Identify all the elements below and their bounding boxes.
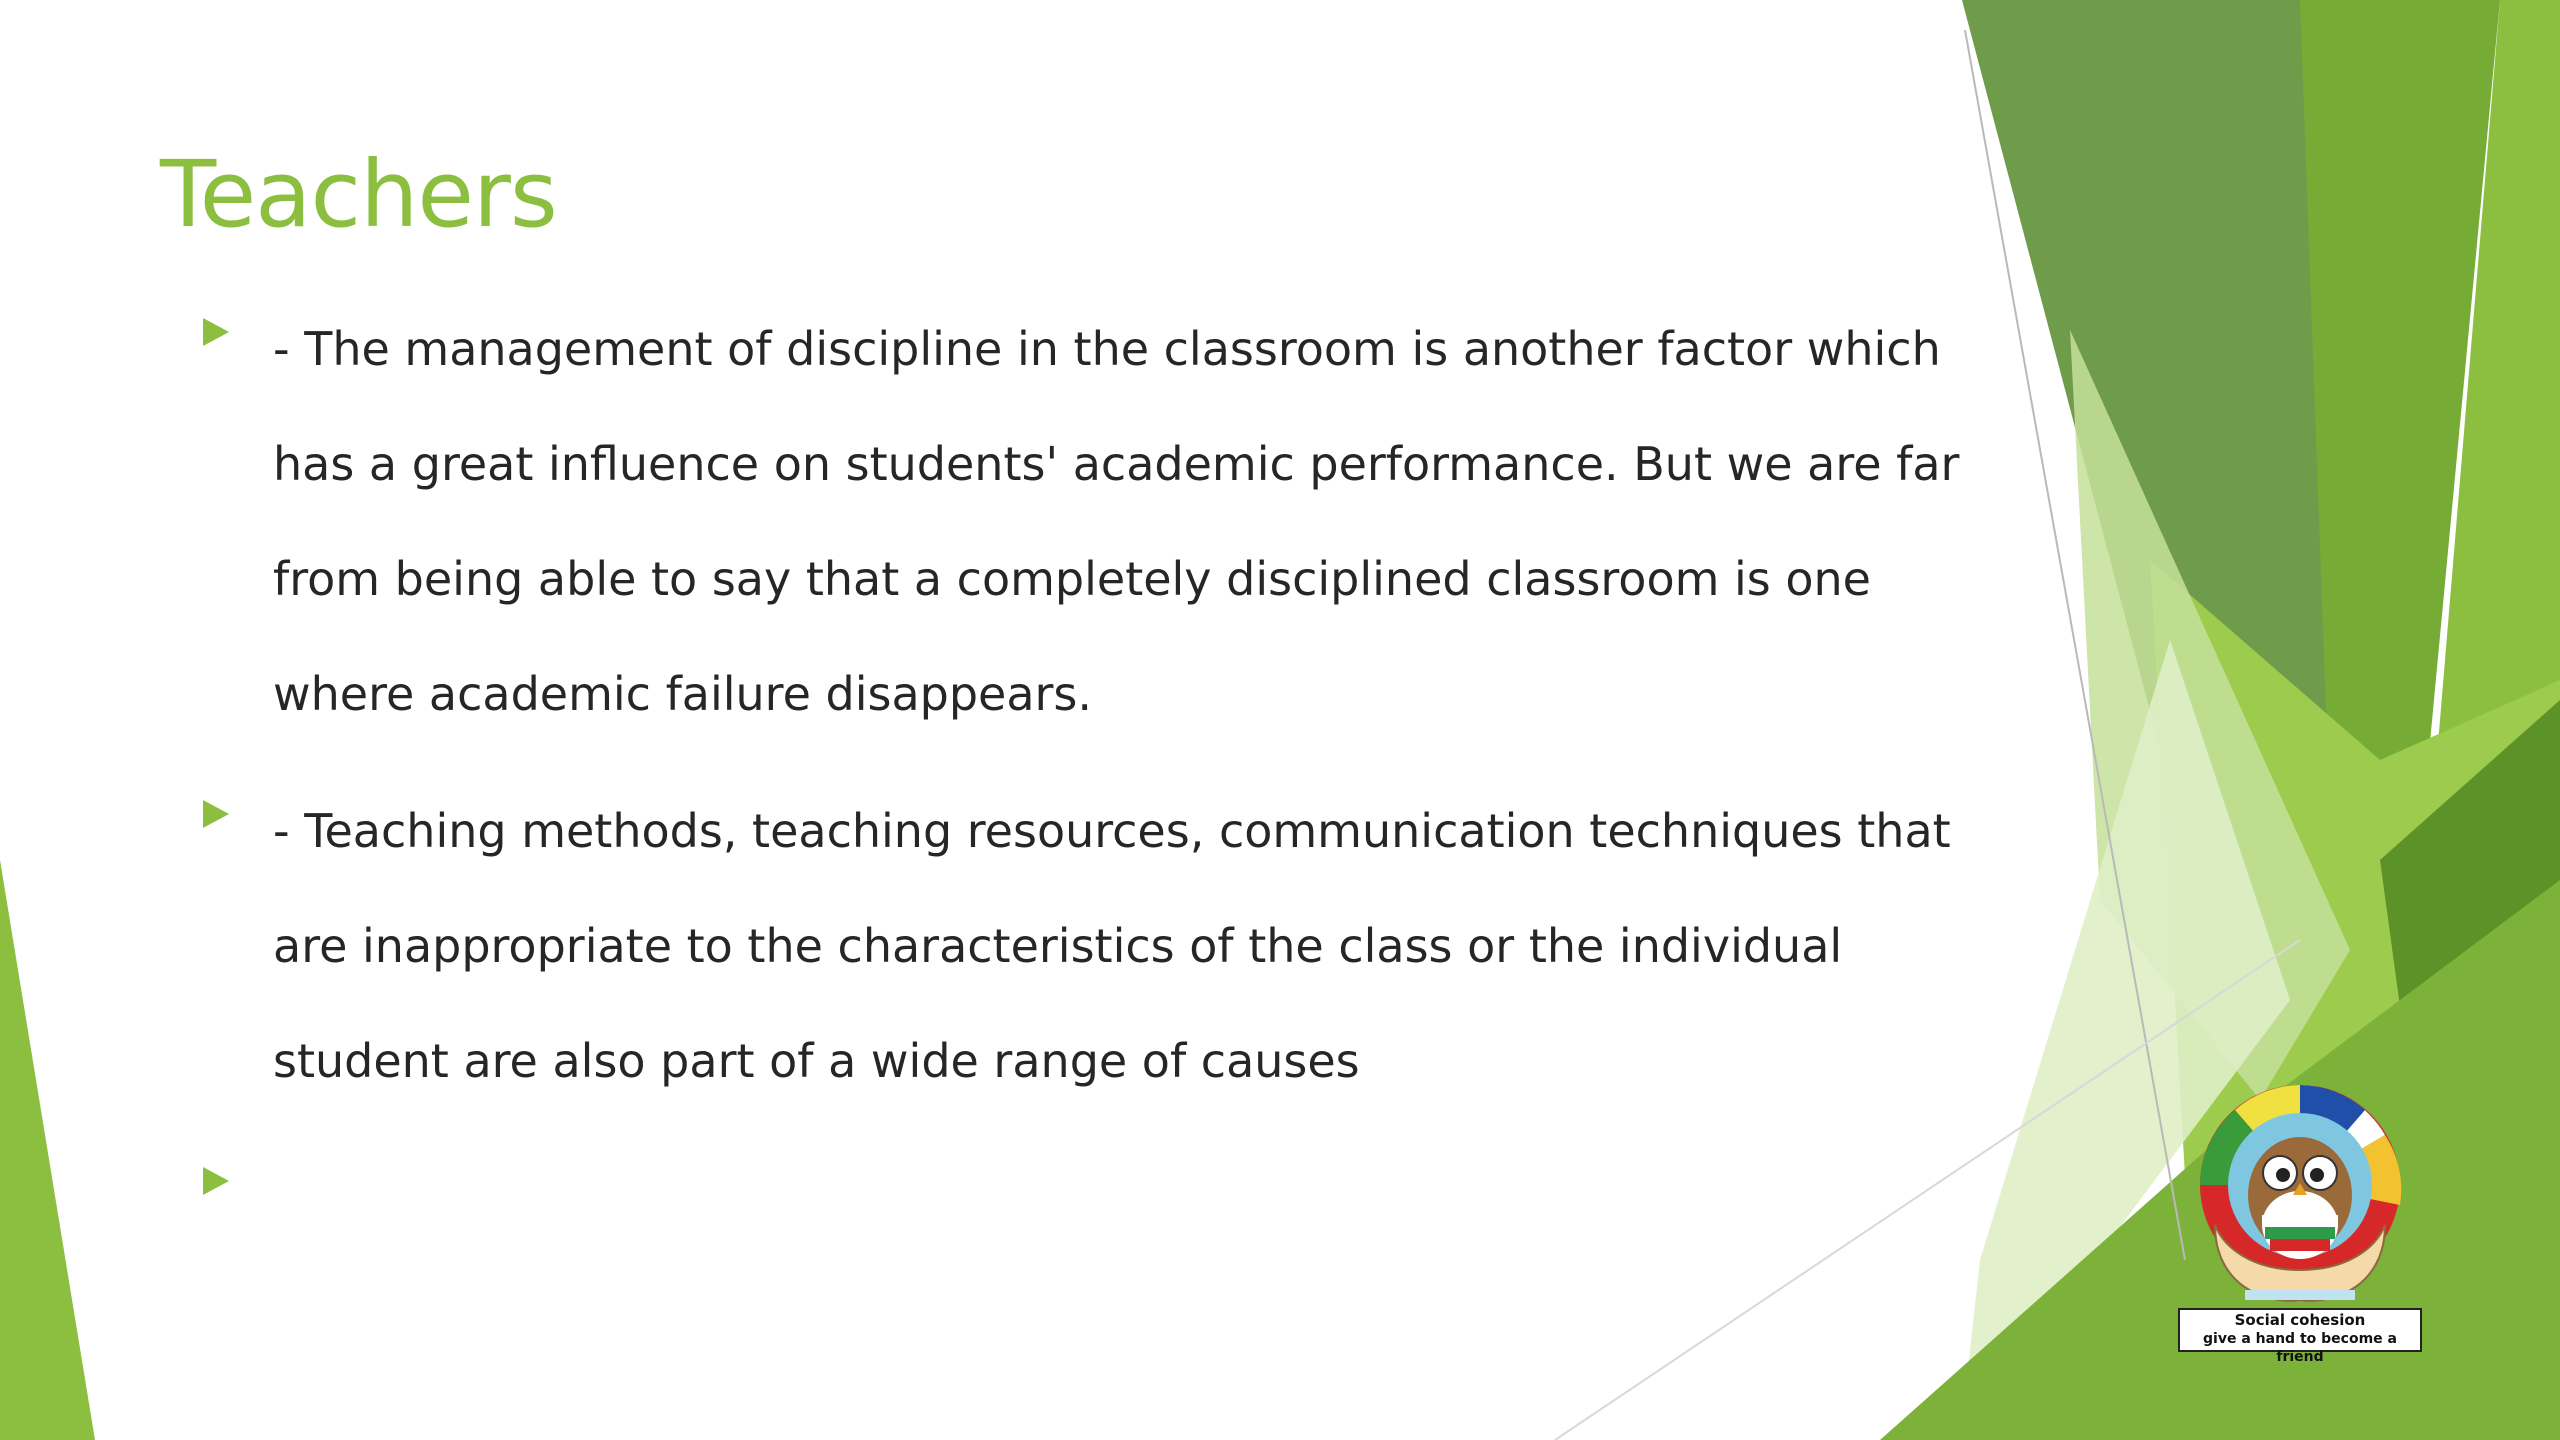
triangle-bullet-icon	[203, 800, 229, 828]
triangle-bullet-icon	[203, 1167, 229, 1195]
bullet-item	[195, 292, 1975, 752]
logo-caption-line1: Social cohesion	[2234, 1311, 2366, 1329]
triangle-bullet-icon	[203, 318, 229, 346]
logo-caption	[2178, 1308, 2422, 1365]
bullet-list	[195, 310, 1975, 1261]
bullet-item-empty	[195, 1141, 1975, 1221]
bullet-text: - Teaching methods, teaching resources, communication techniques that are inappropriate to the characteristics of the class or the individual student are also part of a wide range of causes	[273, 804, 1951, 1088]
left-green-facet	[0, 860, 95, 1440]
logo-caption-line2: give a hand to become a friend	[2203, 1331, 2397, 1365]
bullet-item	[195, 774, 1975, 1119]
bullet-text: - The management of discipline in the classroom is another factor which has a great influence on students' academic performance. But we are far from being able to say that a completely disciplined classroom is one where academic failure disappears.	[273, 322, 1960, 721]
slide-title: Teachers	[160, 141, 557, 248]
